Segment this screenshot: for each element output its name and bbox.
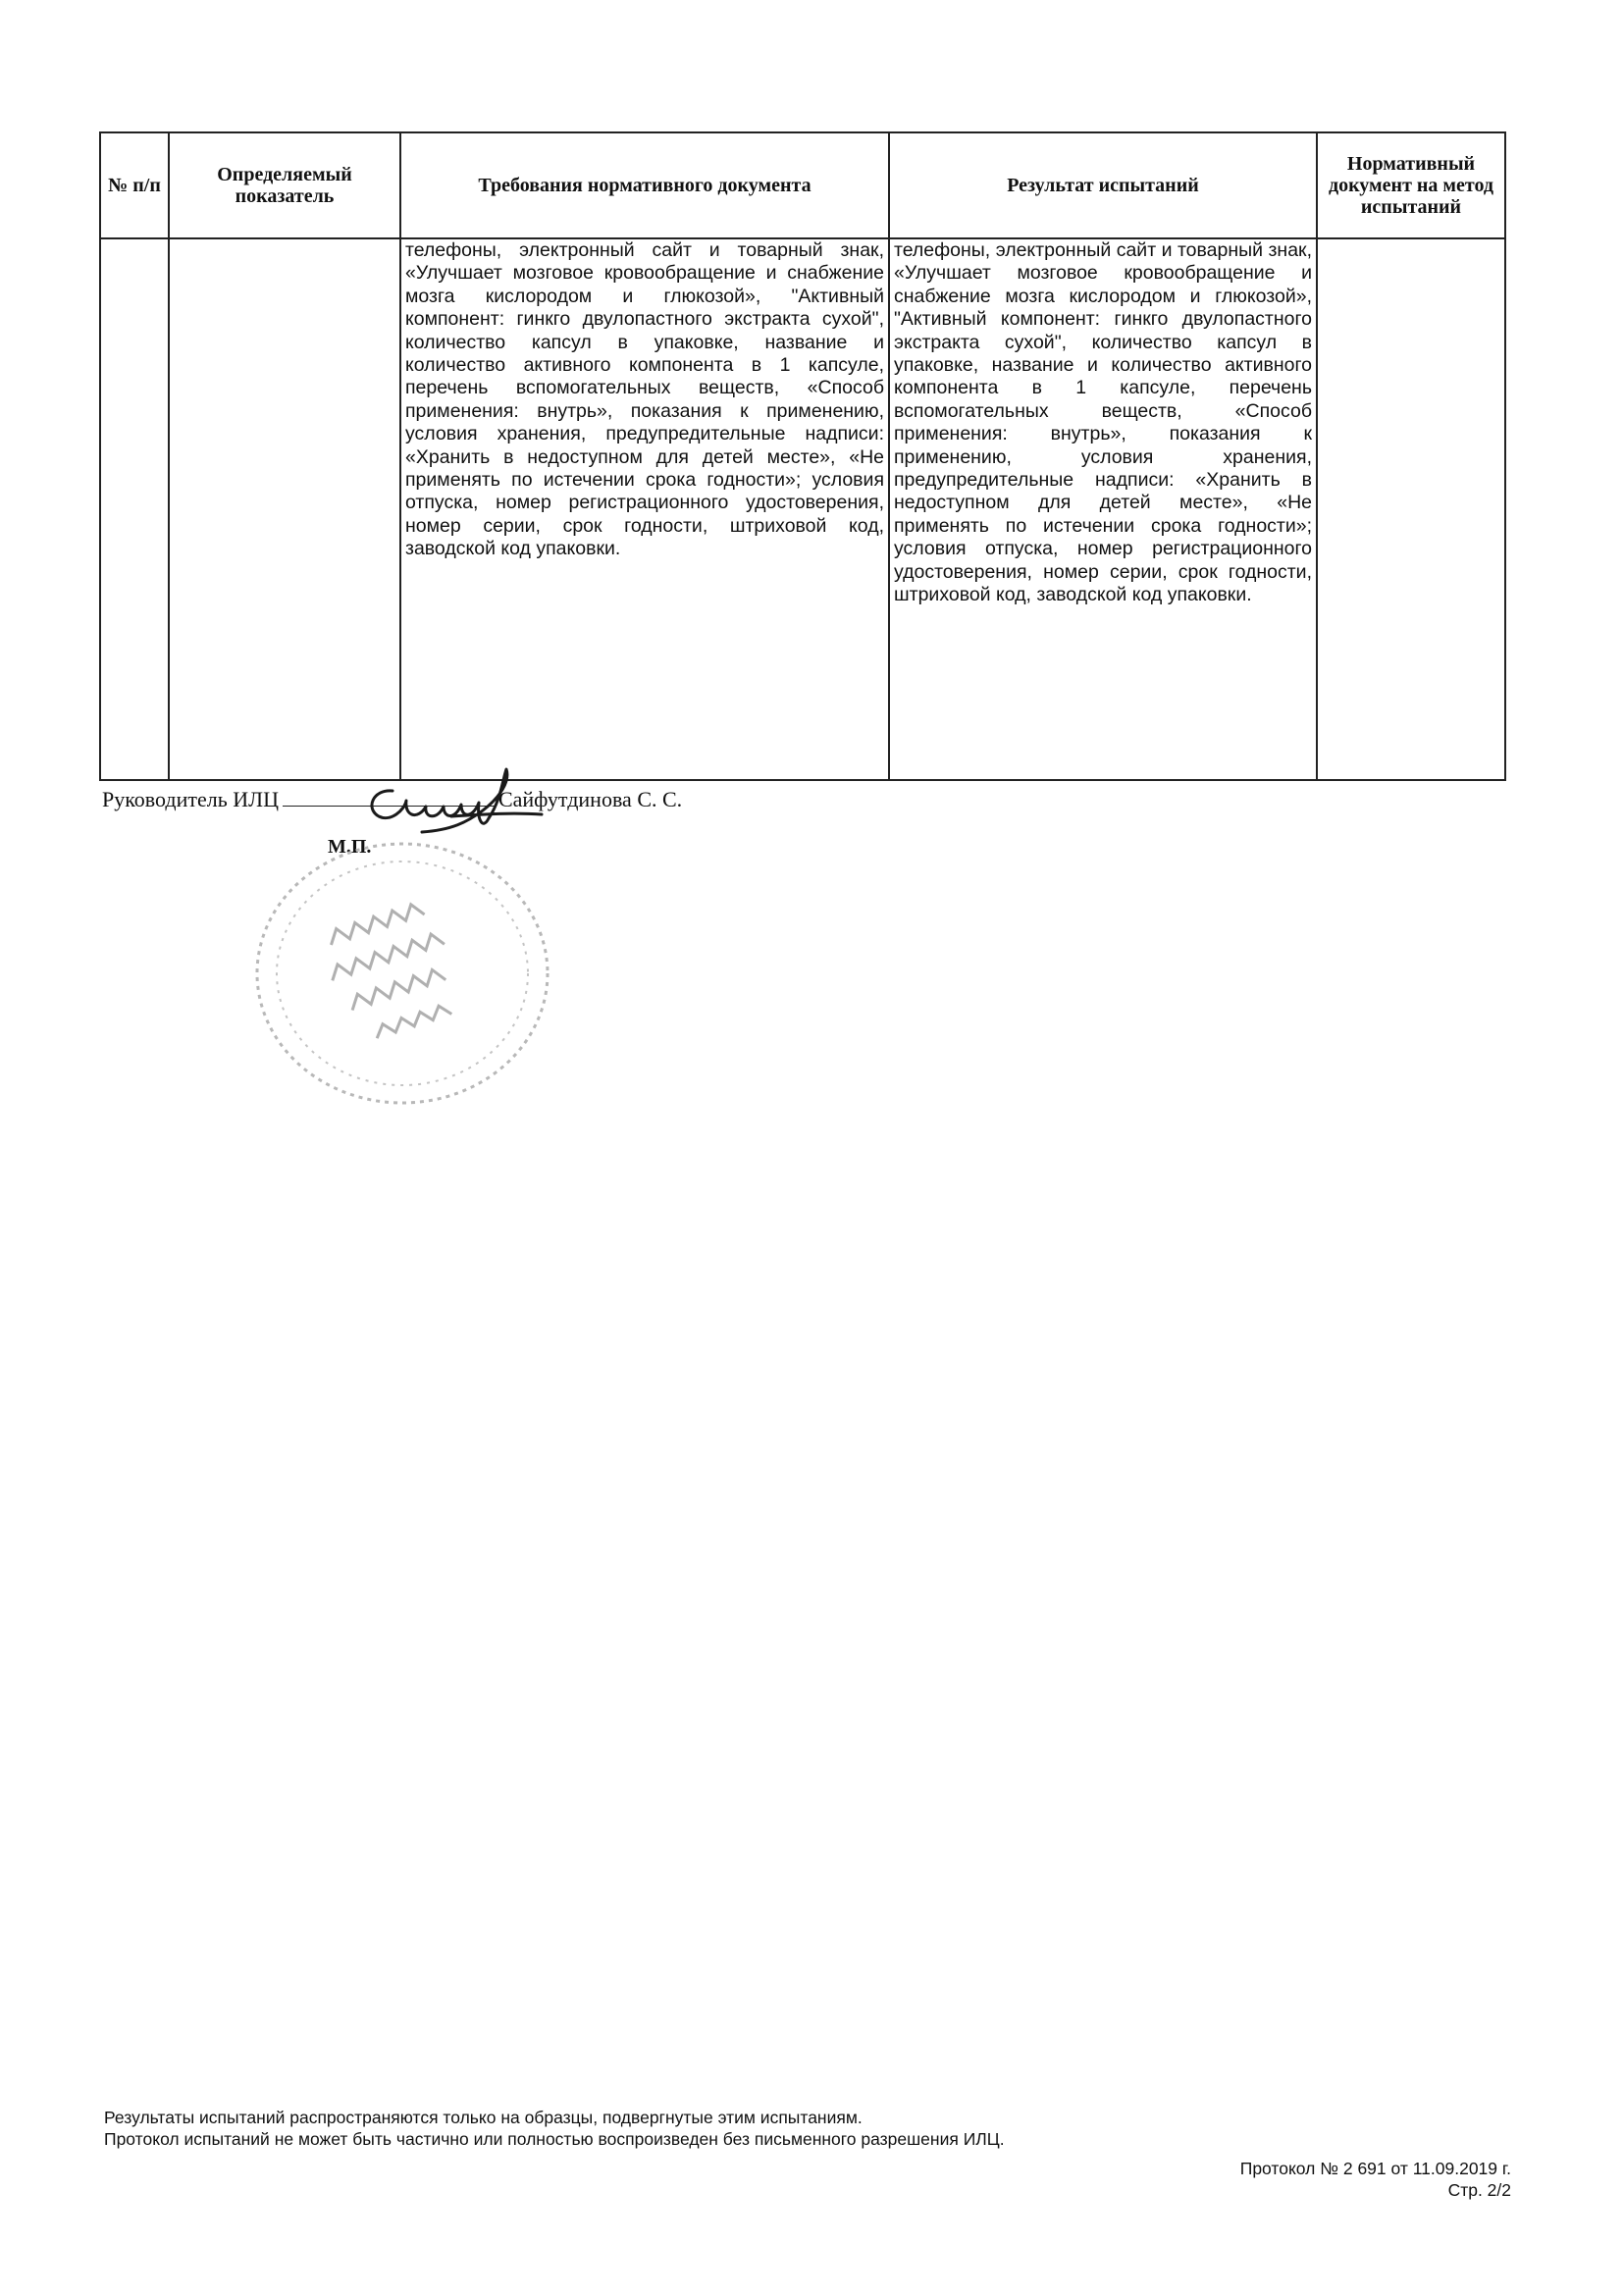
table-header-row [100,132,1505,238]
header-normative: Нормативный документ на метод испытаний [1317,132,1505,238]
signer-role: Руководитель ИЛЦ [102,787,279,811]
footer-note-2: Протокол испытаний не может быть частично или полностью воспроизведен без письменного разрешения ИЛЦ. [104,2129,1005,2149]
cell-indicator [169,238,400,780]
handwritten-signature [353,761,550,840]
results-table [99,131,1506,781]
footer-protocol-block [1240,2158,1511,2201]
signer-name: Сайфутдинова С. С. [497,787,683,811]
cell-result: телефоны, электронный сайт и товарный знак, «Улучшает мозговое кровообращение и снабжение мозга кислородом и глюкозой», "Активный компонент: гинкго двулопастного экстракта сухой", количество капсул в упаковке, название и количество активного компонента в 1 капсуле, перечень вспомогательных веществ, «Способ применения: внутрь», показания к применению, условия хранения, предупредительные надписи: «Хранить в недоступном для детей месте», «Не применять по истечении срока годности»; условия отпуска, номер регистрационного удостоверения, номер серии, срок годности, штриховой код, заводской код упаковки. [889,238,1317,780]
round-stamp [250,836,554,1111]
cell-num [100,238,169,780]
header-requirements: Требования нормативного документа [400,132,889,238]
cell-normative [1317,238,1505,780]
table-row [100,238,1505,780]
page-number: Стр. 2/2 [1447,2180,1511,2200]
header-result: Результат испытаний [889,132,1317,238]
footer-note-1: Результаты испытаний распространяются только на образцы, подвергнутые этим испытаниям. [104,2108,863,2127]
seal-label: М.П. [328,836,372,858]
footer-notes [104,2107,1005,2150]
header-num: № п/п [100,132,169,238]
header-indicator: Определяемый показатель [169,132,400,238]
cell-requirements: телефоны, электронный сайт и товарный знак, «Улучшает мозговое кровообращение и снабжение мозга кислородом и глюкозой», "Активный компонент: гинкго двулопастного экстракта сухой", количество капсул в упаковке, название и количество активного компонента в 1 капсуле, перечень вспомогательных веществ, «Способ применения: внутрь», показания к применению, условия хранения, предупредительные надписи: «Хранить в недоступном для детей месте», «Не применять по истечении срока годности»; условия отпуска, номер регистрационного удостоверения, номер серии, срок годности, штриховой код, заводской код упаковки. [400,238,889,780]
protocol-number: Протокол № 2 691 от 11.09.2019 г. [1239,2159,1511,2178]
